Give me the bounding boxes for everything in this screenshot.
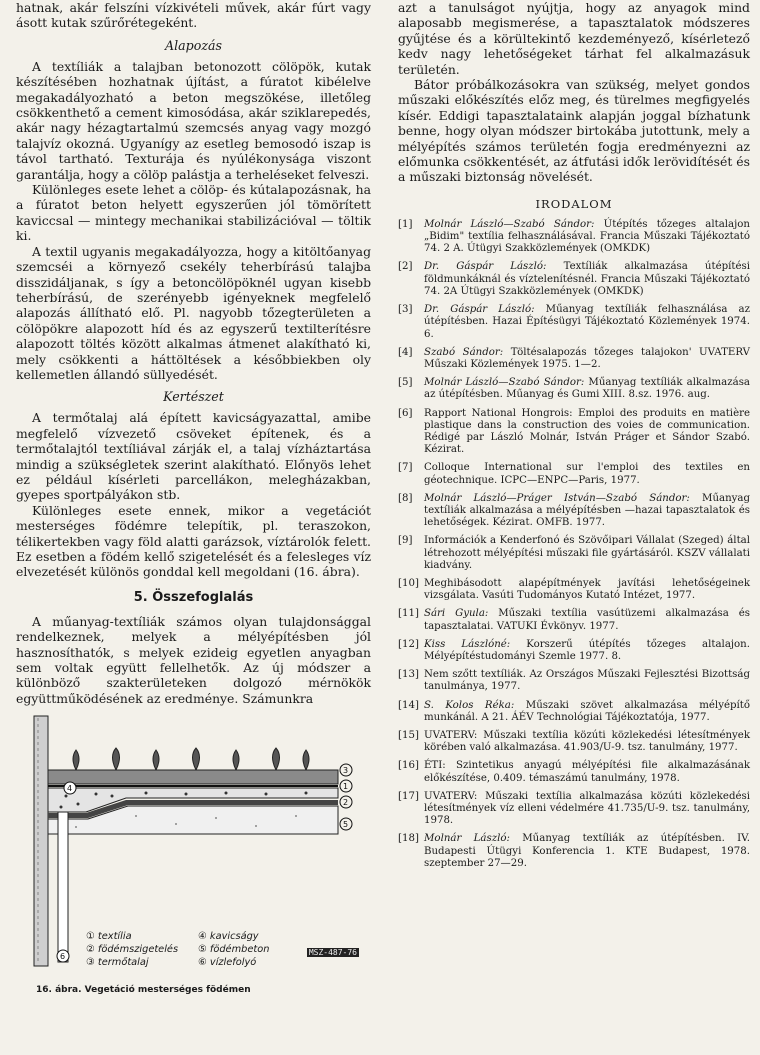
reference-author: Sári Gyula: bbox=[424, 608, 489, 620]
reference-item bbox=[398, 219, 750, 256]
reference-author: Szabó Sándor: bbox=[424, 346, 504, 358]
section-heading: 5. Összefoglalás bbox=[133, 589, 254, 605]
reference-number: [10] bbox=[398, 577, 419, 589]
reference-body: Útépítés tőzeges altalajon „Bidim" textília felhasználásával. Francia Műszaki Tájékoztató 74. 2 A. Útügyi Szakközlemények (OMKDK) bbox=[424, 218, 750, 255]
reference-text bbox=[424, 493, 750, 530]
reference-item bbox=[398, 578, 750, 602]
legend-item: ④ kavicságy bbox=[198, 931, 259, 943]
reference-body: Textíliák alkalmazása útépítési földmunkáknál és víztelenítésnél. Francia Műszaki Tájékoztató 74. 2A Útügyi Szakközlemények (OMKDK) bbox=[424, 261, 751, 297]
reference-author: S. Kolos Réka: bbox=[424, 699, 515, 711]
paragraph: Különleges esete lehet a cölöp- és kútalapozásnak, ha a fúratot beton helyett egyszerűen jól tömörített kaviccsal — mintegy mechanikai stabilizációval — töltik ki. bbox=[16, 182, 371, 244]
reference-text bbox=[424, 408, 750, 457]
reference-body: Műanyag textíliák felhasználása az útépítésben. Hazai Építésügyi Tájékoztató Közlemények 1974. 6. bbox=[424, 304, 750, 340]
reference-text bbox=[424, 462, 750, 486]
reference-body: Műszaki textília vasútüzemi alkalmazása és tapasztalatai. VATUKI Évkönyv. 1977. bbox=[424, 608, 750, 632]
reference-item bbox=[398, 730, 750, 754]
reference-number: [2] bbox=[398, 261, 413, 273]
reference-item bbox=[398, 760, 750, 784]
reference-number: [5] bbox=[398, 377, 413, 389]
reference-body: Rapport National Hongrois: Emploi des produits en matière plastique dans la construction des voies de communication. Rédigé par László Molnár, István Práger et Sándor Szabó. Kézirat. bbox=[424, 407, 750, 456]
reference-author: Dr. Gáspár László: bbox=[424, 304, 535, 316]
reference-item bbox=[398, 261, 750, 298]
reference-number: [12] bbox=[398, 638, 419, 650]
reference-list bbox=[398, 219, 750, 870]
subheading-kerteszet: Kertészet bbox=[163, 389, 224, 405]
reference-number: [7] bbox=[398, 462, 413, 474]
reference-item bbox=[398, 462, 750, 486]
references-heading: IRODALOM bbox=[535, 196, 613, 211]
reference-text bbox=[424, 261, 750, 298]
reference-body: Meghibásodott alapépítmények javítási lehetőségeinek vizsgálata. Vasúti Tudományos Kutató Intézet, 1977. bbox=[424, 577, 750, 602]
reference-body: Műanyag textíliák alkalmazása a mélyépítésben —hazai tapasztalatok és lehetőségek. Kézirat. OMFB. 1977. bbox=[424, 492, 750, 529]
reference-item bbox=[398, 408, 750, 457]
paragraph: Különleges esete ennek, mikor a vegetációt mesterséges födémre telepítik, pl. teraszokon, télikertekben vagy föld alatti garázsok, víztárolók felett. Ez esetben a födém kellő szigetelését és a felesleges víz elvezetését különös gonddal kell megoldani (16. ábra). bbox=[16, 502, 371, 580]
reference-author: Molnár László—Szabó Sándor: bbox=[424, 377, 585, 389]
reference-author: Dr. Gáspár László: bbox=[424, 261, 547, 273]
reference-text bbox=[424, 347, 750, 371]
reference-body: Műszaki szövet alkalmazása mélyépítő munkánál. A 21. ÁÉV Technológiai Tájékoztatója, 1977. bbox=[424, 699, 750, 723]
reference-number: [18] bbox=[398, 833, 419, 845]
reference-item bbox=[398, 535, 750, 572]
paragraph: azt a tanulságot nyújtja, hogy az anyagok mind alaposabb megismerése, a tapasztalatok módszeres gyűjtése és a körültekintő kezdeményező, kísérletező kedv nagy lehetőségeket tárhat fel alkalmazásuk területén. bbox=[398, 0, 750, 77]
marker-label: 5 bbox=[343, 820, 349, 830]
reference-number: [3] bbox=[398, 304, 413, 316]
left-column bbox=[16, 0, 371, 997]
reference-item bbox=[398, 304, 750, 341]
paragraph: A műanyag-textíliák számos olyan tulajdonsággal rendelkeznek, melyek a mélyépítésben jól hasznosíthatók, s melyek ezideig egyetlen anyagban sem voltak együtt fellelhetők. Az új módszer a különböző szakterületeken dolgozó mérnökök együttműködésének az eredménye. Számunkra bbox=[16, 613, 371, 706]
reference-item bbox=[398, 608, 750, 632]
reference-number: [9] bbox=[398, 535, 413, 547]
reference-text bbox=[424, 730, 750, 754]
reference-text bbox=[424, 700, 750, 724]
legend-item: ② födémszigetelés bbox=[86, 944, 179, 956]
marker-label: 4 bbox=[67, 784, 73, 794]
marker-label: 2 bbox=[343, 798, 349, 808]
reference-text bbox=[424, 535, 750, 572]
reference-text bbox=[424, 669, 750, 693]
reference-number: [15] bbox=[398, 729, 419, 741]
marker-label: 6 bbox=[60, 952, 66, 962]
reference-text bbox=[424, 833, 750, 870]
reference-number: [1] bbox=[398, 218, 413, 230]
reference-item bbox=[398, 493, 750, 530]
legend-item: ① textília bbox=[86, 931, 132, 943]
reference-text bbox=[424, 578, 750, 602]
reference-item bbox=[398, 669, 750, 693]
paragraph: A textil ugyanis megakadályozza, hogy a kitöltőanyag szemcséi a környező csekély teherbírású talajba disszidáljanak, s így a betoncölöpöknél ugyan kisebb teherbírású, de szerényebb igényeknek megfelelő alapozás állítható elő. Pl. nagyobb tőzegterületen a cölöpökre alapozott híd és az egyszerű textilterítésre alapozott töltés között alkalmas átmenet alakítható ki, mely csökkenti a háttöltések a későbbiekben oly kellemetlen állandó süllyedését. bbox=[16, 243, 371, 382]
reference-body: Információk a Kenderfonó és Szövőipari Vállalat (Szeged) által létrehozott mélyépítési műszaki file gyártásáról. KSZV vállalati kiadvány. bbox=[424, 535, 750, 571]
reference-item bbox=[398, 791, 750, 828]
paragraph: A termőtalaj alá épített kavicságyazattal, amibe megfelelő vízvezető csöveket építenek, és a termőtalajtól textíliával zárják el, a talaj vízháztartása mindig a szükségletek szerint alakítható. Előnyös lehet ez például kísérleti parcellákon, melegházakban, gyepes sportpályákon stb. bbox=[16, 410, 371, 503]
reference-number: [14] bbox=[398, 699, 419, 711]
reference-body: UVATERV: Műszaki textília közúti közlekedési létesítmények körében való alkalmazása. 41.903/U-9. tsz. tanulmány, 1977. bbox=[424, 729, 750, 754]
reference-number: [6] bbox=[398, 407, 413, 419]
figure-legend bbox=[86, 930, 269, 969]
reference-number: [13] bbox=[398, 669, 419, 681]
reference-body: UVATERV: Műszaki textília alkalmazása közúti közlekedési létesítmények víz elleni védelmére 41.735/U-9. tsz. tanulmány, 1978. bbox=[424, 790, 750, 827]
reference-number: [4] bbox=[398, 346, 413, 358]
plants-icon bbox=[73, 748, 309, 770]
reference-text bbox=[424, 760, 750, 784]
reference-author: Molnár László: bbox=[424, 833, 510, 845]
reference-author: Kiss Lászlóné: bbox=[424, 638, 511, 650]
reference-text bbox=[424, 791, 750, 828]
legend-item: ⑤ födémbeton bbox=[198, 944, 270, 956]
reference-number: [17] bbox=[398, 790, 419, 802]
reference-text bbox=[424, 377, 750, 401]
paragraph: hatnak, akár felszíni vízkivételi művek, akár fúrt vagy ásott kutak szűrőrétegeként. bbox=[16, 0, 371, 31]
reference-body: ÉTI: Szintetikus anyagú mélyépítési file alkalmazásának előkészítése, 0.409. témaszámú tanulmány, 1978. bbox=[424, 760, 750, 784]
figure-caption: 16. ábra. Vegetáció mesterséges födémen bbox=[36, 985, 251, 996]
paragraph: A textíliák a talajban betonozott cölöpök, kutak készítésében hozhatnak újítást, a fúratot kibélelve megakadályozható a beton megszökése, illetőleg csökkenthető a cement kimosódása, akár sziklarepedés, akár nagy hézagtartalmú szemcsés anyag vagy mozgó talajvíz okozná. Ugyanígy az esetleg bemosodó iszap is távol tartható. Texturája és nyúlékonysága viszont garantálja, hogy a cölöp palástja a terheléseket felveszi. bbox=[16, 58, 371, 182]
reference-body: Colloque International sur l'emploi des textiles en géotechnique. ICPC—ENPC—Paris, 1977. bbox=[424, 462, 750, 486]
reference-body: Műanyag textíliák az útépítésben. IV. Budapesti Útügyi Konferencia 1. KTE Budapest, 1978. szeptember 27—29. bbox=[424, 833, 750, 869]
legend-item: ⑥ vízlefolyó bbox=[198, 957, 257, 969]
figure-stamp: MSZ-487-76 bbox=[308, 948, 357, 958]
reference-author: Molnár László—Szabó Sándor: bbox=[424, 218, 595, 230]
marker-label: 3 bbox=[343, 766, 349, 776]
reference-author: Molnár László—Práger István—Szabó Sándor: bbox=[424, 492, 690, 504]
reference-text bbox=[424, 304, 750, 341]
reference-body: Töltésalapozás tőzeges talajokon' UVATERV Műszaki Közlemények 1975. 1—2. bbox=[424, 346, 750, 370]
legend-item: ③ termőtalaj bbox=[86, 957, 149, 969]
reference-text bbox=[424, 219, 750, 256]
figure-16 bbox=[16, 712, 371, 997]
reference-item bbox=[398, 639, 750, 663]
reference-item bbox=[398, 377, 750, 401]
reference-number: [8] bbox=[398, 492, 413, 504]
right-column bbox=[398, 0, 750, 876]
paragraph: Bátor próbálkozásokra van szükség, melyet gondos műszaki előkészítés előz meg, és türelmes megfigyelés kísér. Eddigi tapasztalataink alapján joggal bízhatunk benne, hogy olyan módszer birtokába jutottunk, mely a mélyépítés számos területén fogja eredményezni az előmunka csökkentését, az átfutási idők lerövidítését és a műszaki biztonság növelését. bbox=[398, 77, 750, 185]
reference-text bbox=[424, 639, 750, 663]
reference-body: Nem szőtt textíliák. Az Országos Műszaki Fejlesztési Bizottság tanulmánya, 1977. bbox=[424, 669, 750, 693]
reference-body: Műanyag textíliák alkalmazása az útépítésben. Műanyag és Gumi XIII. 8.sz. 1976. aug. bbox=[424, 377, 750, 401]
reference-item bbox=[398, 347, 750, 371]
reference-item bbox=[398, 833, 750, 870]
reference-number: [11] bbox=[398, 608, 419, 620]
reference-text bbox=[424, 608, 750, 632]
reference-item bbox=[398, 700, 750, 724]
marker-label: 1 bbox=[343, 782, 349, 792]
reference-body: Korszerű útépítés tőzeges altalajon. Mélyépítéstudományi Szemle 1977. 8. bbox=[424, 638, 750, 662]
reference-number: [16] bbox=[398, 760, 419, 772]
subheading-alapozas: Alapozás bbox=[165, 37, 222, 53]
